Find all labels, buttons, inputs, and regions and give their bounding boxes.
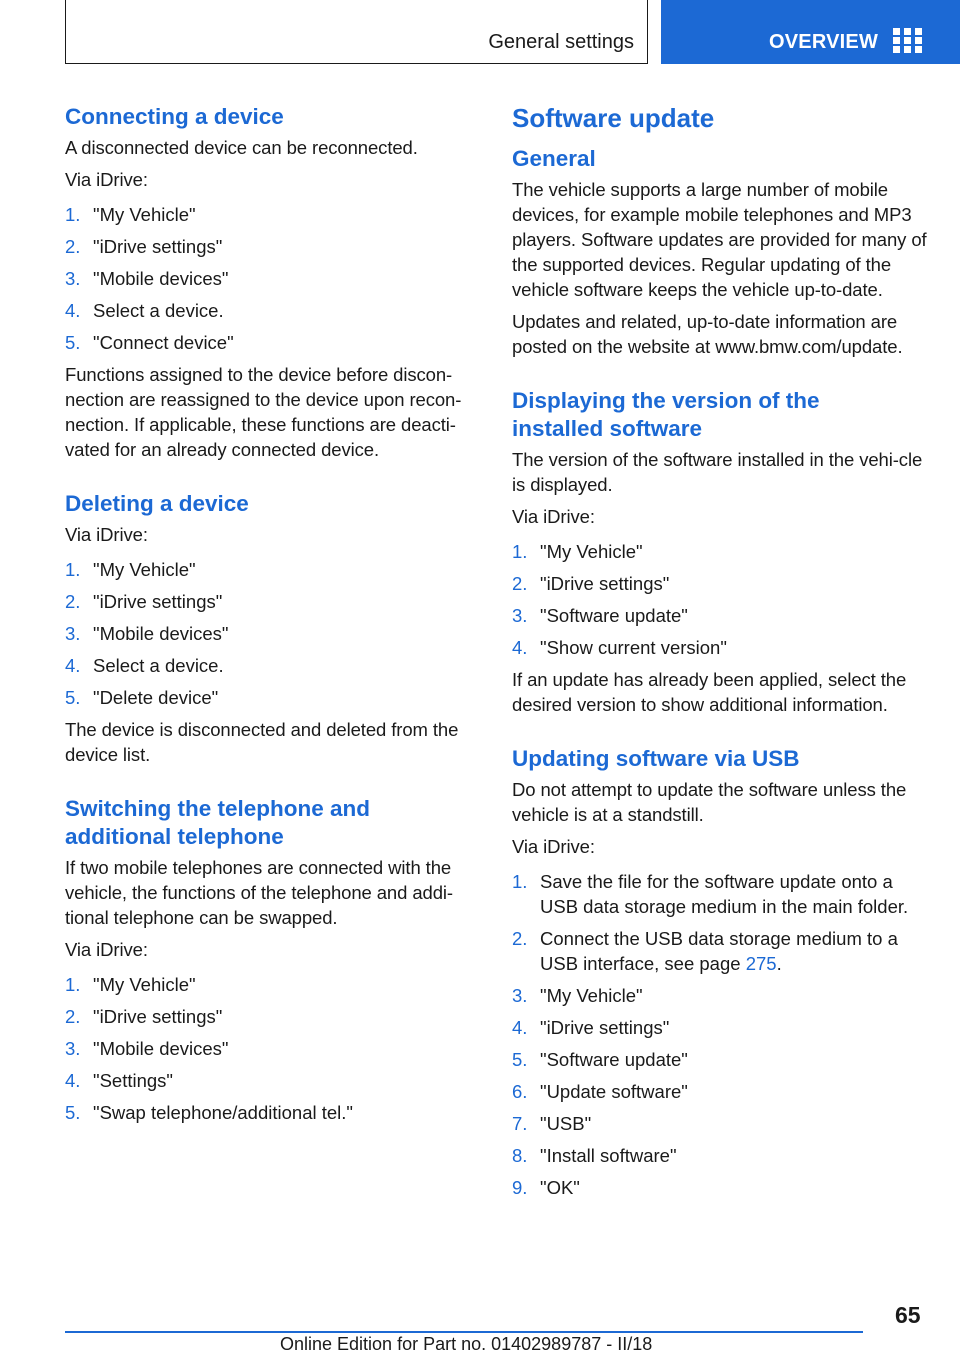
paragraph: Updates and related, up-to-date information are posted on the website at www.bmw.com/update. [512, 311, 903, 357]
heading-software-update: Software update [512, 103, 715, 133]
heading-general: General [512, 146, 596, 171]
list-item [65, 621, 483, 646]
steps-list [65, 972, 483, 1125]
step-number: 1. [512, 541, 528, 562]
heading-display-version [512, 387, 932, 443]
grid-icon [893, 28, 922, 53]
section-general [512, 145, 932, 359]
step-text: "USB" [540, 1113, 592, 1134]
heading-line: installed software [512, 416, 703, 441]
step-number: 2. [65, 236, 81, 257]
step-text: "iDrive settings" [93, 1006, 223, 1027]
list-item [65, 1004, 483, 1029]
paragraph: The device is disconnected and deleted from the device list. [65, 719, 459, 765]
step-text: "Delete device" [93, 687, 219, 708]
section-title: General settings [488, 31, 634, 53]
paragraph: Do not attempt to update the software unless the vehicle is at a standstill. [512, 779, 907, 825]
step-number: 4. [512, 1017, 528, 1038]
step-number: 4. [512, 637, 528, 658]
step-number: 5. [65, 687, 81, 708]
list-item [512, 1047, 932, 1072]
steps-list [512, 869, 932, 1200]
step-number: 9. [512, 1177, 528, 1198]
heading-deleting-device: Deleting a device [65, 491, 249, 516]
step-text: "iDrive settings" [93, 591, 223, 612]
step-text: "My Vehicle" [93, 204, 196, 225]
heading-line: Switching the telephone and [65, 796, 371, 821]
step-number: 3. [512, 605, 528, 626]
page-link[interactable]: 275 [745, 953, 777, 974]
list-item [512, 1143, 932, 1168]
step-number: 4. [65, 655, 81, 676]
step-text: "OK" [540, 1177, 580, 1198]
step-text: Connect the USB data storage medium to a USB interface, see page [540, 928, 898, 974]
step-text-tail: . [776, 953, 782, 974]
step-text: "Show current version" [540, 637, 727, 658]
step-text: Save the file for the software update onto a USB data storage medium in the main folder. [540, 871, 909, 917]
step-number: 1. [65, 559, 81, 580]
step-text: "My Vehicle" [540, 985, 643, 1006]
step-number: 2. [65, 591, 81, 612]
left-column [65, 103, 483, 1132]
step-number: 8. [512, 1145, 528, 1166]
right-column [512, 103, 932, 1207]
section-switching-telephone [65, 795, 483, 1125]
via-idrive-label: Via iDrive: [65, 524, 148, 545]
heading-line: Displaying the version of the [512, 388, 820, 413]
list-item [512, 926, 932, 976]
list-item [65, 1036, 483, 1061]
section-connecting-device [65, 103, 483, 462]
list-item [65, 298, 483, 323]
paragraph: A disconnected device can be reconnected. [65, 137, 418, 158]
via-idrive-label: Via iDrive: [512, 506, 595, 527]
step-text: Select a device. [93, 300, 224, 321]
heading-usb-update: Updating software via USB [512, 746, 800, 771]
section-display-version [512, 387, 932, 717]
paragraph: If two mobile telephones are connected with the vehicle, the functions of the telephone and addi-tional telephone can be swapped. [65, 857, 453, 928]
via-idrive-label: Via iDrive: [512, 836, 595, 857]
step-number: 1. [512, 871, 528, 892]
step-number: 3. [65, 623, 81, 644]
step-text: "iDrive settings" [540, 573, 670, 594]
step-text: "Install software" [540, 1145, 677, 1166]
section-deleting-device [65, 490, 483, 767]
step-text: "Mobile devices" [93, 268, 229, 289]
list-item [512, 635, 932, 660]
step-text: "Connect device" [93, 332, 234, 353]
step-number: 3. [65, 1038, 81, 1059]
list-item [65, 202, 483, 227]
list-item [512, 539, 932, 564]
step-number: 1. [65, 974, 81, 995]
step-text: "iDrive settings" [93, 236, 223, 257]
heading-line: additional telephone [65, 824, 284, 849]
step-number: 6. [512, 1081, 528, 1102]
step-text: "Mobile devices" [93, 1038, 229, 1059]
list-item [512, 603, 932, 628]
step-number: 2. [512, 573, 528, 594]
steps-list [65, 202, 483, 355]
steps-list [65, 557, 483, 710]
steps-list [512, 539, 932, 660]
section-usb-update [512, 745, 932, 1200]
step-text: "Mobile devices" [93, 623, 229, 644]
paragraph: Functions assigned to the device before discon-nection are reassigned to the device upon recon-nection. If applicable, these functions are deacti-vated for an already connected device. [65, 364, 462, 460]
list-item [512, 1079, 932, 1104]
list-item [65, 557, 483, 582]
list-item [512, 1175, 932, 1200]
step-text: Select a device. [93, 655, 224, 676]
paragraph: The vehicle supports a large number of mobile devices, for example mobile telephones and MP3 players. Software updates are provided for many of the supported devices. Regular updating of the vehicle software keeps the vehicle up-to-date. [512, 179, 927, 300]
via-idrive-label: Via iDrive: [65, 939, 148, 960]
heading-connecting-device: Connecting a device [65, 104, 284, 129]
step-number: 5. [512, 1049, 528, 1070]
list-item [65, 1100, 483, 1125]
list-item [512, 1111, 932, 1136]
list-item [512, 869, 932, 919]
step-number: 5. [65, 332, 81, 353]
list-item [65, 266, 483, 291]
step-number: 3. [65, 268, 81, 289]
overview-label: OVERVIEW [769, 31, 879, 53]
step-text: "Swap telephone/additional tel." [93, 1102, 353, 1123]
step-number: 7. [512, 1113, 528, 1134]
list-item [65, 330, 483, 355]
list-item [512, 983, 932, 1008]
via-idrive-label: Via iDrive: [65, 169, 148, 190]
paragraph: The version of the software installed in the vehi-cle is displayed. [512, 449, 923, 495]
step-text: "My Vehicle" [93, 559, 196, 580]
footer-edition: Online Edition for Part no. 01402989787 - II/18 [280, 1334, 653, 1354]
list-item [512, 1015, 932, 1040]
step-number: 3. [512, 985, 528, 1006]
list-item [65, 1068, 483, 1093]
heading-switching-telephone [65, 795, 483, 851]
paragraph: If an update has already been applied, select the desired version to show additional information. [512, 669, 907, 715]
step-text: "Software update" [540, 1049, 688, 1070]
list-item [65, 589, 483, 614]
step-number: 2. [65, 1006, 81, 1027]
step-text: "Settings" [93, 1070, 173, 1091]
list-item [512, 571, 932, 596]
step-text: "iDrive settings" [540, 1017, 670, 1038]
step-number: 1. [65, 204, 81, 225]
step-text: "Update software" [540, 1081, 688, 1102]
step-text: "Software update" [540, 605, 688, 626]
page-number: 65 [895, 1302, 921, 1328]
header-section-box [65, 0, 648, 64]
step-number: 4. [65, 300, 81, 321]
step-number: 4. [65, 1070, 81, 1091]
step-text: "My Vehicle" [540, 541, 643, 562]
list-item [65, 234, 483, 259]
list-item [65, 653, 483, 678]
step-number: 5. [65, 1102, 81, 1123]
list-item [65, 972, 483, 997]
step-text: "My Vehicle" [93, 974, 196, 995]
step-number: 2. [512, 928, 528, 949]
list-item [65, 685, 483, 710]
footer-divider [65, 1331, 863, 1333]
